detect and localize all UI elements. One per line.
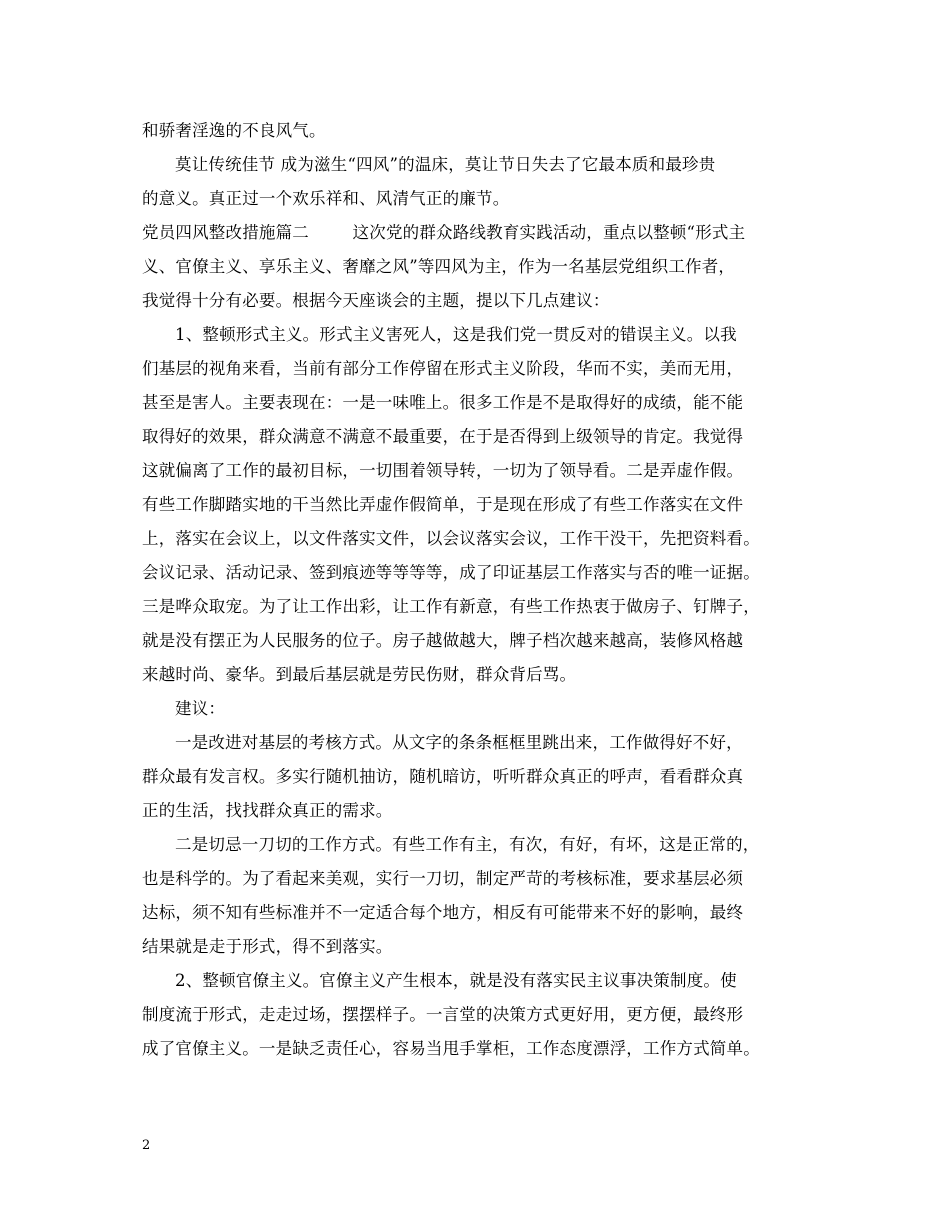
text-line: 的意义。真正过一个欢乐祥和、风清气正的廉节。 — [142, 189, 510, 208]
text-line: 就是没有摆正为人民服务的位子。房子越做越大，牌子档次越来越高，装修风格越 — [142, 631, 744, 650]
text-line: 达标，须不知有些标准并不一定适合每个地方，相反有可能带来不好的影响，最终 — [142, 903, 744, 922]
text-line: 有些工作脚踏实地的干当然比弄虚作假简单，于是现在形成了有些工作落实在文件 — [142, 495, 744, 514]
text-line: 和骄奢淫逸的不良风气。 — [142, 121, 326, 140]
text-line: 制度流于形式，走走过场，摆摆样子。一言堂的决策方式更好用，更方便，最终形 — [142, 1005, 744, 1024]
section-heading-line: 党员四风整改措施篇二 这次党的群众路线教育实践活动，重点以整顿“形式主 — [142, 223, 746, 242]
text-line: 也是科学的。为了看起来美观，实行一刀切，制定严苛的考核标准，要求基层必须 — [142, 869, 744, 888]
text-line: 正的生活，找找群众真正的需求。 — [142, 801, 393, 820]
text-line: 们基层的视角来看，当前有部分工作停留在形式主义阶段，华而不实，美而无用， — [142, 359, 744, 378]
page-number: 2 — [142, 1138, 151, 1153]
text-line: 取得好的效果，群众满意不满意不最重要，在于是否得到上级领导的肯定。我觉得 — [142, 427, 744, 446]
text-line: 我觉得十分有必要。根据今天座谈会的主题，提以下几点建议： — [142, 291, 610, 310]
text-line: 一是改进对基层的考核方式。从文字的条条框框里跳出来，工作做得好不好， — [175, 733, 743, 752]
text-line: 上，落实在会议上，以文件落实文件，以会议落实会议，工作干没干，先把资料看。 — [142, 529, 760, 548]
text-line: 群众最有发言权。多实行随机抽访，随机暗访，听听群众真正的呼声，看看群众真 — [142, 767, 744, 786]
text-line: 建议： — [175, 699, 226, 718]
document-body — [142, 114, 812, 1066]
text-line: 二是切忌一刀切的工作方式。有些工作有主，有次，有好，有坏，这是正常的， — [175, 835, 760, 854]
text-line: 成了官僚主义。一是缺乏责任心，容易当甩手掌柜，工作态度漂浮，工作方式简单。 — [142, 1039, 760, 1058]
text-line: 三是哗众取宠。为了让工作出彩，让工作有新意，有些工作热衷于做房子、钉牌子， — [142, 597, 760, 616]
text-line: 甚至是害人。主要表现在：一是一味唯上。很多工作是不是取得好的成绩，能不能 — [142, 393, 744, 412]
text-line: 1、整顿形式主义。形式主义害死人，这是我们党一贯反对的错误主义。以我 — [175, 325, 737, 344]
text-line: 莫让传统佳节 成为滋生“四风”的温床，莫让节日失去了它最本质和最珍贵 — [175, 155, 716, 174]
text-line: 来越时尚、豪华。到最后基层就是劳民伤财，群众背后骂。 — [142, 665, 577, 684]
text-line: 义、官僚主义、享乐主义、奢靡之风”等四风为主，作为一名基层党组织工作者， — [142, 257, 736, 276]
text-line: 结果就是走于形式，得不到落实。 — [142, 937, 393, 956]
text-line: 会议记录、活动记录、签到痕迹等等等等，成了印证基层工作落实与否的唯一证据。 — [142, 563, 760, 582]
text-line: 2、整顿官僚主义。官僚主义产生根本，就是没有落实民主议事决策制度。使 — [175, 971, 737, 990]
text-line: 这就偏离了工作的最初目标，一切围着领导转，一切为了领导看。二是弄虚作假。 — [142, 461, 744, 480]
